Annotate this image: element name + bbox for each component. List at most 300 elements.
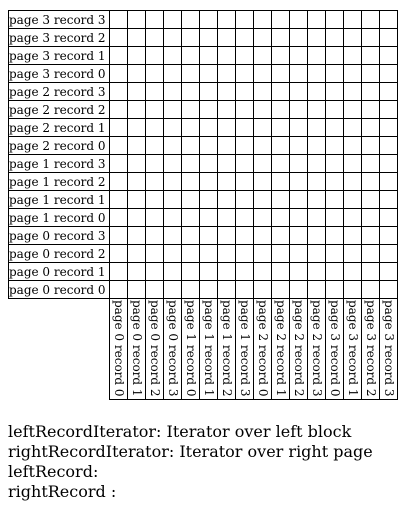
- column-label: page 1 record 3: [238, 300, 252, 397]
- grid-row: [9, 11, 398, 29]
- grid-cell: [164, 245, 182, 263]
- row-label: page 3 record 0: [9, 65, 110, 83]
- grid-cell: [236, 47, 254, 65]
- grid-cell: [218, 155, 236, 173]
- grid-cell: [290, 209, 308, 227]
- grid-cell: [218, 245, 236, 263]
- grid-cell: [164, 83, 182, 101]
- grid-cell: [326, 227, 344, 245]
- grid-cell: [380, 65, 398, 83]
- column-label-cell: [290, 299, 308, 400]
- grid-cell: [146, 173, 164, 191]
- grid-cell: [380, 47, 398, 65]
- row-label: page 2 record 1: [9, 119, 110, 137]
- grid-cell: [380, 137, 398, 155]
- grid-cell: [146, 191, 164, 209]
- grid-cell: [326, 119, 344, 137]
- grid-cell: [182, 29, 200, 47]
- column-label: page 3 record 3: [382, 300, 396, 397]
- grid-cell: [344, 101, 362, 119]
- grid-cell: [308, 245, 326, 263]
- grid-cell: [146, 227, 164, 245]
- grid-cell: [380, 263, 398, 281]
- grid-cell: [380, 101, 398, 119]
- grid-cell: [110, 245, 128, 263]
- grid-cell: [182, 281, 200, 299]
- grid-cell: [218, 263, 236, 281]
- grid-cell: [128, 245, 146, 263]
- grid-row: [9, 227, 398, 245]
- grid-cell: [308, 155, 326, 173]
- grid-cell: [236, 245, 254, 263]
- grid-cell: [146, 101, 164, 119]
- grid-cell: [200, 209, 218, 227]
- column-label-cell: [182, 299, 200, 400]
- grid-cell: [128, 263, 146, 281]
- grid-row: [9, 155, 398, 173]
- column-label: page 1 record 0: [184, 300, 198, 397]
- grid-cell: [326, 191, 344, 209]
- column-label: page 0 record 0: [112, 300, 126, 397]
- grid-cell: [146, 263, 164, 281]
- grid-cell: [128, 119, 146, 137]
- grid-cell: [218, 209, 236, 227]
- grid-cell: [218, 227, 236, 245]
- grid-cell: [164, 263, 182, 281]
- column-label: page 2 record 0: [256, 300, 270, 397]
- grid-cell: [272, 101, 290, 119]
- row-label: page 1 record 3: [9, 155, 110, 173]
- grid-cell: [200, 47, 218, 65]
- column-label-cell: [254, 299, 272, 400]
- grid-row: [9, 137, 398, 155]
- grid-cell: [218, 101, 236, 119]
- grid-cell: [146, 209, 164, 227]
- grid-cell: [182, 137, 200, 155]
- grid-cell: [308, 227, 326, 245]
- column-label: page 2 record 1: [274, 300, 288, 397]
- grid-cell: [146, 281, 164, 299]
- grid-row: [9, 47, 398, 65]
- grid-cell: [290, 245, 308, 263]
- grid-cell: [254, 83, 272, 101]
- row-label: page 3 record 3: [9, 11, 110, 29]
- grid-cell: [146, 137, 164, 155]
- grid-cell: [182, 191, 200, 209]
- left-record-iterator-text: leftRecordIterator: Iterator over left block: [8, 422, 352, 441]
- grid-cell: [128, 47, 146, 65]
- grid-cell: [200, 11, 218, 29]
- grid-cell: [200, 191, 218, 209]
- grid-cell: [326, 209, 344, 227]
- grid-cell: [308, 173, 326, 191]
- grid-cell: [110, 47, 128, 65]
- column-label-cell: [200, 299, 218, 400]
- row-label: page 0 record 2: [9, 245, 110, 263]
- grid-cell: [200, 65, 218, 83]
- row-label: page 2 record 2: [9, 101, 110, 119]
- grid-cell: [164, 227, 182, 245]
- grid-cell: [128, 155, 146, 173]
- grid-cell: [308, 263, 326, 281]
- grid-cell: [362, 173, 380, 191]
- grid-cell: [164, 11, 182, 29]
- column-label-cell: [110, 299, 128, 400]
- grid-cell: [164, 155, 182, 173]
- column-label: page 0 record 3: [166, 300, 180, 397]
- column-label: page 0 record 1: [130, 300, 144, 397]
- grid-cell: [362, 137, 380, 155]
- grid-row: [9, 281, 398, 299]
- grid-cell: [164, 119, 182, 137]
- grid-cell: [326, 65, 344, 83]
- column-label: page 1 record 2: [220, 300, 234, 397]
- grid-cell: [164, 65, 182, 83]
- grid-cell: [110, 101, 128, 119]
- column-label-cell: [272, 299, 290, 400]
- grid-cell: [344, 65, 362, 83]
- grid-cell: [362, 65, 380, 83]
- grid-cell: [344, 83, 362, 101]
- grid-cell: [254, 119, 272, 137]
- grid-cell: [236, 11, 254, 29]
- grid-cell: [290, 29, 308, 47]
- grid-row: [9, 209, 398, 227]
- grid-cell: [326, 173, 344, 191]
- grid-cell: [272, 209, 290, 227]
- row-label: page 3 record 2: [9, 29, 110, 47]
- grid-cell: [200, 281, 218, 299]
- grid-cell: [254, 281, 272, 299]
- grid-cell: [182, 263, 200, 281]
- grid-cell: [272, 47, 290, 65]
- grid-cell: [272, 281, 290, 299]
- grid-cell: [254, 209, 272, 227]
- grid-cell: [110, 83, 128, 101]
- column-label: page 3 record 1: [346, 300, 360, 397]
- grid-cell: [290, 83, 308, 101]
- grid-cell: [290, 281, 308, 299]
- grid-cell: [128, 173, 146, 191]
- grid-cell: [272, 11, 290, 29]
- grid-cell: [344, 137, 362, 155]
- grid-cell: [218, 47, 236, 65]
- grid-cell: [380, 245, 398, 263]
- grid-cell: [380, 155, 398, 173]
- grid-cell: [254, 11, 272, 29]
- grid-cell: [380, 29, 398, 47]
- grid-cell: [110, 209, 128, 227]
- column-label-cell: [380, 299, 398, 400]
- grid-cell: [164, 191, 182, 209]
- grid-cell: [362, 227, 380, 245]
- column-label-cell: [362, 299, 380, 400]
- grid-cell: [254, 101, 272, 119]
- grid-cell: [344, 209, 362, 227]
- grid-cell: [182, 47, 200, 65]
- grid-cell: [254, 245, 272, 263]
- grid-cell: [290, 227, 308, 245]
- grid-cell: [200, 29, 218, 47]
- grid-cell: [344, 155, 362, 173]
- grid-cell: [380, 83, 398, 101]
- iterator-state-panel: [8, 422, 373, 502]
- row-label: page 0 record 3: [9, 227, 110, 245]
- column-label-row: [9, 299, 398, 400]
- grid-cell: [272, 119, 290, 137]
- grid-cell: [218, 137, 236, 155]
- row-label: page 0 record 1: [9, 263, 110, 281]
- grid-cell: [290, 11, 308, 29]
- grid-cell: [254, 47, 272, 65]
- grid-cell: [272, 29, 290, 47]
- grid-cell: [200, 173, 218, 191]
- grid-cell: [200, 227, 218, 245]
- grid-cell: [344, 11, 362, 29]
- grid-cell: [146, 11, 164, 29]
- grid-cell: [290, 263, 308, 281]
- column-label: page 1 record 1: [202, 300, 216, 397]
- grid-cell: [362, 155, 380, 173]
- grid-cell: [362, 101, 380, 119]
- grid-cell: [164, 137, 182, 155]
- grid-cell: [236, 137, 254, 155]
- grid-cell: [164, 101, 182, 119]
- grid-cell: [200, 263, 218, 281]
- grid-row: [9, 263, 398, 281]
- grid-cell: [218, 11, 236, 29]
- grid-cell: [344, 281, 362, 299]
- grid-row: [9, 29, 398, 47]
- grid-cell: [362, 245, 380, 263]
- grid-cell: [344, 47, 362, 65]
- column-label: page 3 record 0: [328, 300, 342, 397]
- grid-cell: [182, 245, 200, 263]
- grid-row: [9, 119, 398, 137]
- grid-cell: [146, 83, 164, 101]
- grid-cell: [380, 11, 398, 29]
- grid-cell: [362, 263, 380, 281]
- grid-cell: [254, 173, 272, 191]
- grid-cell: [164, 47, 182, 65]
- grid-cell: [164, 29, 182, 47]
- grid-cell: [380, 281, 398, 299]
- grid-cell: [218, 83, 236, 101]
- grid-cell: [272, 83, 290, 101]
- grid-cell: [182, 119, 200, 137]
- column-label: page 2 record 2: [292, 300, 306, 397]
- grid-cell: [110, 155, 128, 173]
- row-label: page 1 record 1: [9, 191, 110, 209]
- grid-cell: [326, 281, 344, 299]
- grid-cell: [308, 29, 326, 47]
- grid-corner: [9, 299, 110, 400]
- column-label: page 2 record 3: [310, 300, 324, 397]
- grid-cell: [362, 281, 380, 299]
- column-label-cell: [308, 299, 326, 400]
- grid-cell: [200, 101, 218, 119]
- grid-cell: [182, 227, 200, 245]
- grid-cell: [308, 137, 326, 155]
- grid-cell: [146, 245, 164, 263]
- grid-cell: [128, 281, 146, 299]
- row-label: page 3 record 1: [9, 47, 110, 65]
- grid-row: [9, 173, 398, 191]
- grid-cell: [272, 65, 290, 83]
- grid-cell: [182, 101, 200, 119]
- grid-cell: [218, 281, 236, 299]
- grid-cell: [236, 227, 254, 245]
- grid-cell: [200, 137, 218, 155]
- grid-cell: [236, 155, 254, 173]
- grid-cell: [380, 173, 398, 191]
- grid-row: [9, 101, 398, 119]
- grid-cell: [308, 83, 326, 101]
- column-label-cell: [128, 299, 146, 400]
- grid-cell: [308, 191, 326, 209]
- join-grid: [8, 10, 398, 400]
- grid-cell: [344, 29, 362, 47]
- row-label: page 2 record 0: [9, 137, 110, 155]
- grid-cell: [362, 191, 380, 209]
- row-label: page 0 record 0: [9, 281, 110, 299]
- grid-cell: [308, 11, 326, 29]
- grid-cell: [254, 65, 272, 83]
- join-grid-body: [9, 11, 398, 400]
- column-label-cell: [326, 299, 344, 400]
- grid-cell: [182, 173, 200, 191]
- row-label: page 2 record 3: [9, 83, 110, 101]
- grid-cell: [254, 29, 272, 47]
- grid-cell: [272, 227, 290, 245]
- grid-cell: [380, 191, 398, 209]
- grid-cell: [362, 47, 380, 65]
- grid-cell: [182, 155, 200, 173]
- grid-cell: [164, 209, 182, 227]
- grid-cell: [380, 119, 398, 137]
- grid-cell: [236, 101, 254, 119]
- grid-cell: [344, 191, 362, 209]
- grid-cell: [290, 191, 308, 209]
- right-record-text: rightRecord :: [8, 482, 117, 501]
- grid-cell: [290, 47, 308, 65]
- grid-cell: [290, 101, 308, 119]
- column-label: page 0 record 2: [148, 300, 162, 397]
- grid-cell: [200, 245, 218, 263]
- grid-cell: [128, 137, 146, 155]
- grid-cell: [254, 191, 272, 209]
- grid-cell: [272, 155, 290, 173]
- grid-cell: [362, 11, 380, 29]
- grid-cell: [236, 173, 254, 191]
- row-label: page 1 record 2: [9, 173, 110, 191]
- grid-cell: [362, 29, 380, 47]
- grid-row: [9, 245, 398, 263]
- grid-cell: [200, 83, 218, 101]
- grid-cell: [146, 65, 164, 83]
- grid-cell: [128, 11, 146, 29]
- grid-cell: [110, 281, 128, 299]
- grid-cell: [290, 137, 308, 155]
- grid-cell: [326, 101, 344, 119]
- grid-cell: [344, 263, 362, 281]
- grid-cell: [128, 227, 146, 245]
- grid-cell: [362, 83, 380, 101]
- grid-cell: [110, 119, 128, 137]
- grid-cell: [146, 119, 164, 137]
- grid-cell: [236, 65, 254, 83]
- grid-cell: [326, 47, 344, 65]
- grid-cell: [308, 65, 326, 83]
- grid-cell: [236, 29, 254, 47]
- grid-cell: [326, 263, 344, 281]
- grid-cell: [254, 155, 272, 173]
- grid-cell: [236, 191, 254, 209]
- grid-cell: [146, 155, 164, 173]
- grid-cell: [110, 173, 128, 191]
- grid-cell: [362, 119, 380, 137]
- grid-cell: [326, 155, 344, 173]
- grid-cell: [344, 227, 362, 245]
- grid-cell: [182, 65, 200, 83]
- column-label: page 3 record 2: [364, 300, 378, 397]
- column-label-cell: [164, 299, 182, 400]
- grid-cell: [110, 227, 128, 245]
- grid-cell: [308, 281, 326, 299]
- grid-cell: [218, 65, 236, 83]
- grid-cell: [182, 209, 200, 227]
- grid-cell: [218, 191, 236, 209]
- left-record-text: leftRecord:: [8, 462, 99, 481]
- grid-cell: [236, 263, 254, 281]
- grid-cell: [326, 11, 344, 29]
- grid-cell: [308, 47, 326, 65]
- grid-cell: [200, 119, 218, 137]
- grid-cell: [128, 29, 146, 47]
- grid-cell: [218, 173, 236, 191]
- grid-cell: [290, 65, 308, 83]
- join-grid-table: [8, 10, 398, 400]
- grid-cell: [128, 101, 146, 119]
- column-label-cell: [344, 299, 362, 400]
- grid-cell: [182, 83, 200, 101]
- grid-cell: [146, 47, 164, 65]
- grid-cell: [290, 155, 308, 173]
- grid-cell: [128, 83, 146, 101]
- grid-cell: [308, 101, 326, 119]
- grid-cell: [326, 245, 344, 263]
- grid-cell: [128, 209, 146, 227]
- grid-cell: [236, 119, 254, 137]
- grid-cell: [362, 209, 380, 227]
- grid-cell: [110, 11, 128, 29]
- grid-cell: [272, 263, 290, 281]
- grid-cell: [164, 173, 182, 191]
- grid-cell: [236, 281, 254, 299]
- grid-cell: [182, 11, 200, 29]
- grid-cell: [200, 155, 218, 173]
- grid-cell: [128, 65, 146, 83]
- grid-cell: [164, 281, 182, 299]
- column-label-cell: [146, 299, 164, 400]
- grid-cell: [236, 83, 254, 101]
- grid-cell: [110, 137, 128, 155]
- grid-cell: [380, 209, 398, 227]
- grid-cell: [308, 209, 326, 227]
- grid-row: [9, 65, 398, 83]
- grid-cell: [110, 191, 128, 209]
- grid-cell: [326, 83, 344, 101]
